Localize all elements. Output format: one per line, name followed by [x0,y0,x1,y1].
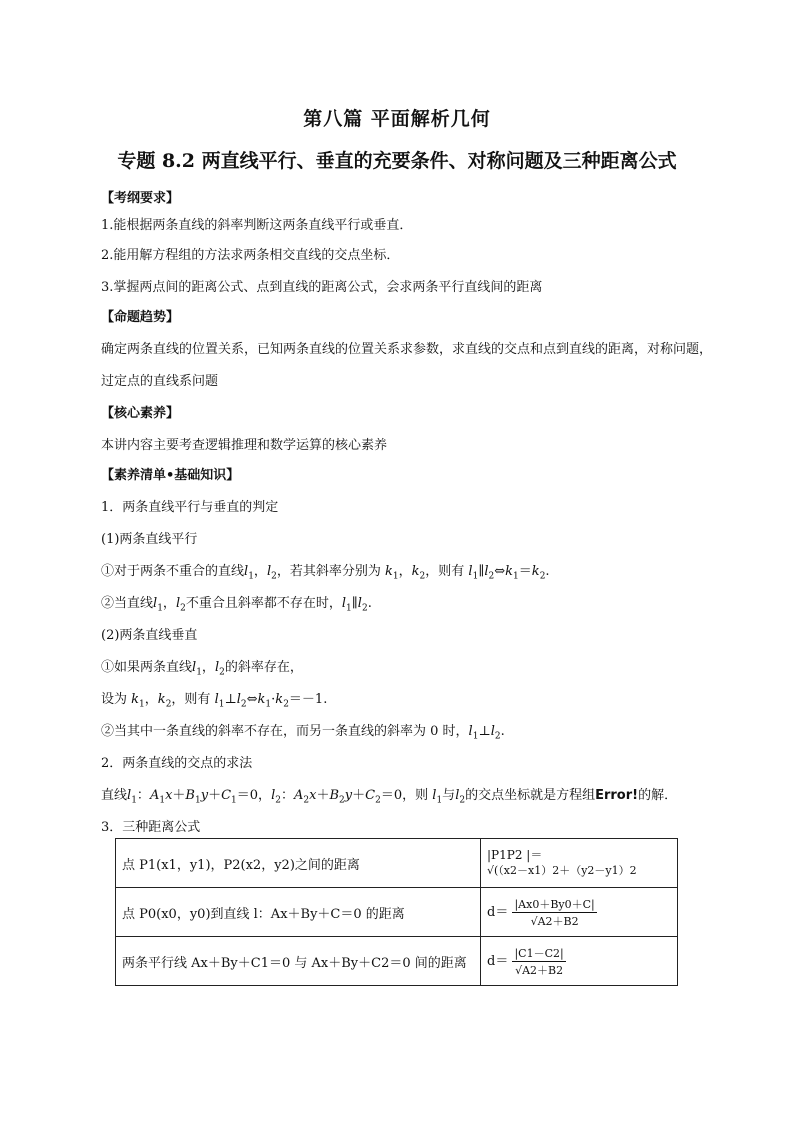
trend-heading: 【命题趋势】 [101,310,180,325]
section-3-title: 3．三种距离公式 [101,820,201,835]
part-title: 第八篇 平面解析几何 [303,108,491,130]
kagang-item-3: 3.掌握两点间的距离公式、点到直线的距离公式，会求两条平行直线间的距离 [101,280,543,295]
core-text: 本讲内容主要考查逻辑推理和数学运算的核心素养 [101,438,388,453]
trend-line-1: 确定两条直线的位置关系，已知两条直线的位置关系求参数，求直线的交点和点到直线的距离，对称问题， [101,342,713,357]
section-2-title: 2．两条直线的交点的求法 [101,756,253,771]
perp-rule-1: ①如果两条直线$l_1$，$l_2$的斜率存在， [101,660,303,678]
perp-rule-1b: 设为 $k_1$，$k_2$，则有 $l_1\perp l_2\Leftrightarrow k_1\cdot k_2=-1$. [101,692,328,710]
kagang-item-1: 1.能根据两条直线的斜率判断这两条直线平行或垂直． [101,218,413,233]
section-1-sub-2: (2)两条直线垂直 [101,628,198,643]
parallel-lines-distance-formula: d＝ $\frac{|C1-C2|}{√A2+B2}$ [481,937,678,986]
parallel-rule-2: ②当直线$l_1$，$l_2$不重合且斜率都不存在时，$l_1\parallel l_2$. [101,596,372,614]
parallel-rule-1: ①对于两条不重合的直线$l_1$，$l_2$，若其斜率分别为 $k_1$，$k_2$，则有 $l_1\parallel l_2\Leftrightarrow k_1=k_2$. [101,564,550,582]
kagang-item-2: 2.能用解方程组的方法求两条相交直线的交点坐标． [101,248,400,263]
core-heading: 【核心素养】 [101,406,180,421]
point-line-distance-formula: d＝ $\frac{|Ax0+By0+C|}{√A2+B2}$ [481,888,678,937]
point-line-distance-label: 点 P0(x0，y0)到直线 l：Ax＋By＋C＝0 的距离 [116,888,481,937]
topic-title: 专题 8.2 两直线平行、垂直的充要条件、对称问题及三种距离公式 [117,150,677,172]
distance-formula-table [115,838,678,986]
section-1-sub-1: (1)两条直线平行 [101,532,198,547]
basics-heading: 【素养清单•基础知识】 [101,468,240,483]
section-1-title: 1．两条直线平行与垂直的判定 [101,500,279,515]
two-point-distance-formula: |P1P2 |＝ √(（x2－x1）2＋（y2－y1）2 [481,839,678,888]
kagang-heading: 【考纲要求】 [101,191,180,206]
table-row [116,839,678,888]
table-row [116,937,678,986]
two-point-distance-label: 点 P1(x1，y1)，P2(x2，y2)之间的距离 [116,839,481,888]
intersection-rule: 直线$l_1$：$A_1x+B_1y+C_1=0$，$l_2$：$A_2x+B_2y+C_2=0$，则 $l_1$与$l_2$的交点坐标就是方程组Error!的解． [101,788,678,806]
perp-rule-2: ②当其中一条直线的斜率不存在，而另一条直线的斜率为 0 时，$l_1\perp l_2$. [101,724,505,742]
trend-line-2: 过定点的直线系问题 [101,374,219,389]
table-row [116,888,678,937]
parallel-lines-distance-label: 两条平行线 Ax＋By＋C1＝0 与 Ax＋By＋C2＝0 间的距离 [116,937,481,986]
